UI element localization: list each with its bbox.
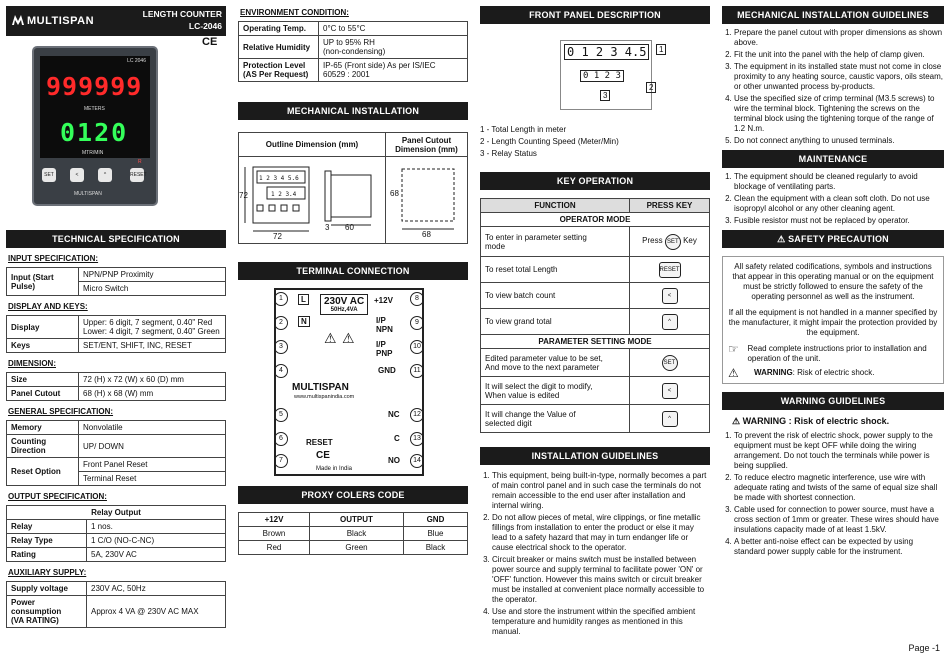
page-number: Page -1 (908, 643, 940, 653)
ps-func: Edited parameter value to be set, And move to the next parameter (481, 349, 630, 377)
environment-heading: ENVIRONMENT CONDITION: (240, 8, 349, 17)
guideline-item: 3. Circuit breaker or mains switch must be installed between power source and supply terminal to facilitate power 'ON' or 'OFF' function. However this mains switch or circuit breaker must be installed at convenient place normally accessible to the operator. (492, 555, 710, 605)
shift-key: < (70, 168, 84, 182)
op-func: To reset total Length (481, 257, 630, 283)
reset-value: Front Panel Reset (79, 458, 226, 472)
warning-headline-text: WARNING : Risk of electric shock. (742, 416, 890, 426)
safety-note-2 (728, 368, 938, 378)
aux-table (6, 581, 226, 628)
column-3 (480, 6, 710, 639)
input-spec-table (6, 267, 226, 296)
safety-p2: If all the equipment is not handled in a manner specified by the manufacturer, it might impair the protection provided by the equipment. (728, 308, 938, 337)
guideline-item: 2. Do not allow pieces of metal, wire clippings, or fine metallic fillings from installation to enter the product or else it may lead to a safety hazard that may in turn endanger life or cause electrical shock to the operator. (492, 513, 710, 553)
op-key (630, 227, 710, 257)
label-ip-pnp: I/P PNP (376, 340, 393, 358)
callout-2: 2 (646, 82, 656, 93)
safety-note-1 (728, 344, 938, 364)
legend-item: 2 - Length Counting Speed (Meter/Min) (480, 137, 619, 146)
terminal-9: 9 (410, 316, 424, 330)
safety-note-text: Read complete instructions prior to installation and operation of the unit. (747, 344, 927, 363)
guideline-item: 4. Use and store the instrument within the specified ambient temperature and humidity ranges as mentioned in this manual. (492, 607, 710, 637)
mech-install-title: MECHANICAL INSTALLATION (238, 102, 468, 120)
safety-title-text: SAFETY PRECAUTION (788, 234, 889, 244)
env-label: Operating Temp. (239, 22, 319, 36)
label-n: N (298, 316, 310, 327)
dim-width: 72 (273, 232, 282, 241)
press-key-header: PRESS KEY (630, 199, 710, 213)
display-value: Upper: 6 digit, 7 segment, 0.40" Red Lower: 4 digit, 7 segment, 0.40" Green (79, 316, 226, 339)
proxy-cell: Blue (403, 527, 467, 541)
op-func: To view batch count (481, 283, 630, 309)
keys-label: Keys (7, 339, 79, 353)
relay-output-title: Relay Output (7, 506, 226, 520)
supply-value: 230V AC, 50Hz (87, 582, 226, 596)
header-bar (6, 6, 226, 36)
ce-mark: CE (202, 36, 218, 48)
set-key-icon: SET (665, 234, 681, 250)
terminal-4: 4 (274, 364, 288, 378)
warning-text: : Risk of electric shock. (792, 368, 875, 377)
lower-unit: MTR/MIN (82, 150, 104, 156)
power-value: Approx 4 VA @ 230V AC MAX (87, 596, 226, 628)
terminal-11: 11 (410, 364, 424, 378)
upper-display: 999999 (46, 72, 143, 101)
inc-key: ^ (98, 168, 112, 182)
supply-voltage: 230V AC (324, 296, 365, 307)
input-value: NPN/PNP Proximity (79, 268, 226, 282)
cutout-value: 68 (H) x 68 (W) mm (79, 387, 226, 401)
terminal-7: 7 (274, 454, 288, 468)
cutout-dim-header: Panel Cutout Dimension (mm) (386, 133, 468, 157)
proxy-title: PROXY COLERS CODE (238, 486, 468, 504)
proxy-cell: Black (310, 527, 404, 541)
relay-type-label: Relay Type (7, 534, 87, 548)
cutout-diagram (386, 157, 466, 241)
maintenance-list (722, 172, 944, 226)
upper-unit: METERS (84, 106, 105, 112)
mini-lower-display: 1 2 3.4 (271, 191, 297, 198)
env-label: Protection Level (AS Per Request) (239, 59, 319, 82)
safety-title (722, 230, 944, 248)
front-panel-diagram (480, 24, 710, 102)
display-label: Display (7, 316, 79, 339)
install-guidelines-title: INSTALLATION GUIDELINES (480, 447, 710, 465)
relay-value: 1 nos. (87, 520, 226, 534)
terminal-6: 6 (274, 432, 288, 446)
env-label: Relative Humidity (239, 36, 319, 59)
callout-1: 1 (656, 44, 666, 55)
display-keys-heading: DISPLAY AND KEYS: (8, 302, 88, 311)
rating-label: Rating (7, 548, 87, 562)
terminal-8: 8 (410, 292, 424, 306)
supply-sub: 50Hz,4VA (330, 307, 358, 313)
ps-func: It will select the digit to modify, When value is edited (481, 377, 630, 405)
reset-key-icon: RESET (659, 262, 681, 278)
warning-list (722, 431, 944, 557)
input-value: Micro Switch (79, 282, 226, 296)
supply-label: Supply voltage (7, 582, 87, 596)
device-brand: MULTISPAN (74, 191, 102, 197)
supply-box (320, 294, 368, 315)
ce-mark-small: CE (316, 450, 330, 461)
cutout-width: 68 (422, 230, 431, 239)
brand-name: MULTISPAN (27, 15, 95, 27)
key-operation-title: KEY OPERATION (480, 172, 710, 190)
warning-bold: WARNING (754, 368, 793, 377)
mech-guidelines-title: MECHANICAL INSTALLATION GUIDELINES (722, 6, 944, 24)
shock-warning-icon: ⚠ (728, 366, 739, 380)
warning-headline (732, 416, 944, 427)
size-label: Size (7, 373, 79, 387)
shift-key-icon: < (662, 383, 678, 399)
size-value: 72 (H) x 72 (W) x 60 (D) mm (79, 373, 226, 387)
guideline-item: 1. This equipment, being built-in-type, normally becomes a part of main control panel and in such case the terminals do not remain accessible to the end user after installation and internal wiring. (492, 471, 710, 511)
read-manual-icon: ☞ (728, 342, 739, 356)
keys-value: SET/ENT, SHIFT, INC, RESET (79, 339, 226, 353)
rating-value: 5A, 230V AC (87, 548, 226, 562)
direction-value: UP/ DOWN (79, 435, 226, 458)
terminal-url: www.multispanindia.com (294, 394, 355, 400)
reset-value: Terminal Reset (79, 472, 226, 486)
proxy-header: GND (403, 513, 467, 527)
display-table (6, 315, 226, 353)
output-spec-heading: OUTPUT SPECIFICATION: (8, 492, 107, 501)
panel-upper-display: 0 1 2 3 4.5 (564, 44, 649, 60)
warning-item: 1. To prevent the risk of electric shock, power supply to the equipment must be kept OFF while doing the wiring arrangement. Do not touch the terminals while power is being supplied. (734, 431, 944, 471)
output-table (6, 505, 226, 562)
parameter-mode-header: PARAMETER SETTING MODE (481, 335, 710, 349)
maint-item: 2. Clean the equipment with a clean soft cloth. Do not use isopropyl alcohol or any other cleaning agent. (734, 194, 944, 214)
proxy-cell: Green (310, 541, 404, 555)
label-no: NO (388, 456, 400, 465)
shock-warning-icon: ⚠ (342, 330, 355, 346)
op-func: To view grand total (481, 309, 630, 335)
warning-item: 2. To reduce electro magnetic interference, use wire with adequate rating and twists of the same of equal size shall be made with shortest connection. (734, 473, 944, 503)
proxy-cell: Black (403, 541, 467, 555)
terminal-title: TERMINAL CONNECTION (238, 262, 468, 280)
key-text: Key (683, 235, 697, 245)
device-display (40, 56, 150, 158)
label-nc: NC (388, 410, 400, 419)
reset-label: Reset Option (7, 458, 79, 486)
input-spec-heading: INPUT SPECIFICATION: (8, 254, 99, 263)
cutout-height: 68 (390, 189, 399, 198)
mech-guidelines-list (722, 28, 944, 146)
label-c: C (394, 434, 400, 443)
dim-thickness: 3 (325, 223, 330, 232)
memory-label: Memory (7, 421, 79, 435)
mech-item: 2. Fit the unit into the panel with the help of clamp given. (734, 50, 944, 60)
warning-icon: ⚠ (777, 234, 789, 244)
operator-mode-header: OPERATOR MODE (481, 213, 710, 227)
product-title (143, 8, 222, 32)
terminal-13: 13 (410, 432, 424, 446)
label-reset: RESET (306, 438, 333, 447)
maint-item: 3. Fusible resistor must not be replaced by operator. (734, 216, 944, 226)
cutout-label: Panel Cutout (7, 387, 79, 401)
warning-guidelines-title: WARNING GUIDELINES (722, 392, 944, 410)
warning-item: 4. A better anti-noise effect can be expected by using standard power supply cable for the instrument. (734, 537, 944, 557)
dimension-heading: DIMENSION: (8, 359, 56, 368)
legend-item: 3 - Relay Status (480, 149, 537, 158)
terminal-12: 12 (410, 408, 424, 422)
relay-led-label: R (138, 159, 142, 165)
dim-depth: 60 (345, 223, 354, 232)
aux-supply-heading: AUXILIARY SUPPLY: (8, 568, 87, 577)
terminal-5: 5 (274, 408, 288, 422)
warning-item: 3. Cable used for connection to power source, must have a cross section of 1mm or greater. These wires should have insulations capacity made of at least 1.5kV. (734, 505, 944, 535)
press-text: Press (642, 235, 663, 245)
proxy-header: OUTPUT (310, 513, 404, 527)
terminal-10: 10 (410, 340, 424, 354)
mech-item: 5. Do not connect anything to unused terminals. (734, 136, 944, 146)
device-model-label: LC 2046 (127, 58, 146, 64)
tech-spec-title: TECHNICAL SPECIFICATION (6, 230, 226, 248)
terminal-diagram (274, 288, 424, 476)
inc-key-icon: ^ (662, 314, 678, 330)
proxy-cell: Brown (239, 527, 310, 541)
terminal-14: 14 (410, 454, 424, 468)
proxy-table (238, 512, 468, 555)
warning-triangle-icon: ⚠ (324, 330, 337, 346)
terminal-1: 1 (274, 292, 288, 306)
made-in-india: Made in India (316, 466, 353, 472)
safety-p1: All safety related codifications, symbols and instructions that appear in this operating manual or on the equipment must be strictly followed to ensure the safety of the operating personnel as well as the instrument. (732, 262, 934, 301)
outline-drawing (239, 157, 386, 244)
reset-key: RESET (130, 168, 144, 182)
power-label: Power consumption (VA RATING) (7, 596, 87, 628)
outline-diagram (239, 157, 379, 241)
multispan-logo-icon (12, 15, 24, 25)
set-key-icon: SET (662, 355, 678, 371)
panel-lower-display: 0 1 2 3 (580, 70, 624, 82)
inc-key-icon: ^ (662, 411, 678, 427)
general-table (6, 420, 226, 486)
mini-upper-display: 1 2 3 4 5.6 (259, 175, 299, 182)
env-value: UP to 95% RH (non-condensing) (319, 36, 468, 59)
terminal-2: 2 (274, 316, 288, 330)
memory-value: Nonvolatile (79, 421, 226, 435)
general-spec-heading: GENERAL SPECIFICATION: (8, 407, 114, 416)
label-l: L (298, 294, 309, 305)
legend-item: 1 - Total Length in meter (480, 125, 567, 134)
shift-key-icon: < (662, 288, 678, 304)
ps-func: It will change the Value of selected digit (481, 405, 630, 433)
mech-item: 1. Prepare the panel cutout with proper dimensions as shown above. (734, 28, 944, 48)
label-ip-npn: I/P NPN (376, 316, 393, 334)
env-value: 0°C to 55°C (319, 22, 468, 36)
column-2 (238, 6, 468, 555)
label-gnd: GND (378, 366, 396, 375)
outline-dim-header: Outline Dimension (mm) (239, 133, 386, 157)
warning-icon: ⚠ (732, 416, 743, 426)
front-panel-title: FRONT PANEL DESCRIPTION (480, 6, 710, 24)
model-number: LC-2046 (188, 21, 222, 31)
op-func: To enter in parameter setting mode (481, 227, 630, 257)
terminal-3: 3 (274, 340, 288, 354)
label-plus12v: +12V (374, 296, 393, 305)
cutout-drawing (386, 157, 468, 244)
input-label: Input (Start Pulse) (7, 268, 79, 296)
set-key: SET (42, 168, 56, 182)
safety-box (722, 256, 944, 384)
direction-label: Counting Direction (7, 435, 79, 458)
lower-display: 0120 (60, 118, 129, 147)
brand-logo (12, 15, 94, 27)
key-operation-table (480, 198, 710, 433)
dimension-table (6, 372, 226, 401)
proxy-header: +12V (239, 513, 310, 527)
mech-install-table (238, 132, 468, 244)
env-value: IP-65 (Front side) As per IS/IEC 60529 : 2001 (319, 59, 468, 82)
mech-item: 4. Use the specified size of crimp terminal (M3.5 screws) to wire the terminal block. Tightening the screws on the terminal block using the tightening torque of the range of 1.2 N.m. (734, 94, 944, 134)
proxy-cell: Red (239, 541, 310, 555)
environment-table (238, 21, 468, 82)
function-header: FUNCTION (481, 199, 630, 213)
maintenance-title: MAINTENANCE (722, 150, 944, 168)
install-guidelines-list (480, 471, 710, 637)
product-line: LENGTH COUNTER (142, 9, 222, 19)
mech-item: 3. The equipment in its installed state must not come in close proximity to any heating source, caustic vapors, oils steam, or other unwanted process by-products. (734, 62, 944, 92)
column-1 (6, 6, 226, 628)
terminal-brand: MULTISPAN (292, 382, 349, 393)
device-image (32, 46, 158, 206)
front-panel-legend (480, 124, 710, 160)
relay-type-value: 1 C/O (NO-C-NC) (87, 534, 226, 548)
maint-item: 1. The equipment should be cleaned regularly to avoid blockage of ventilating parts. (734, 172, 944, 192)
relay-label: Relay (7, 520, 87, 534)
callout-3: 3 (600, 90, 610, 101)
column-4 (722, 6, 944, 559)
dim-height: 72 (239, 191, 248, 200)
